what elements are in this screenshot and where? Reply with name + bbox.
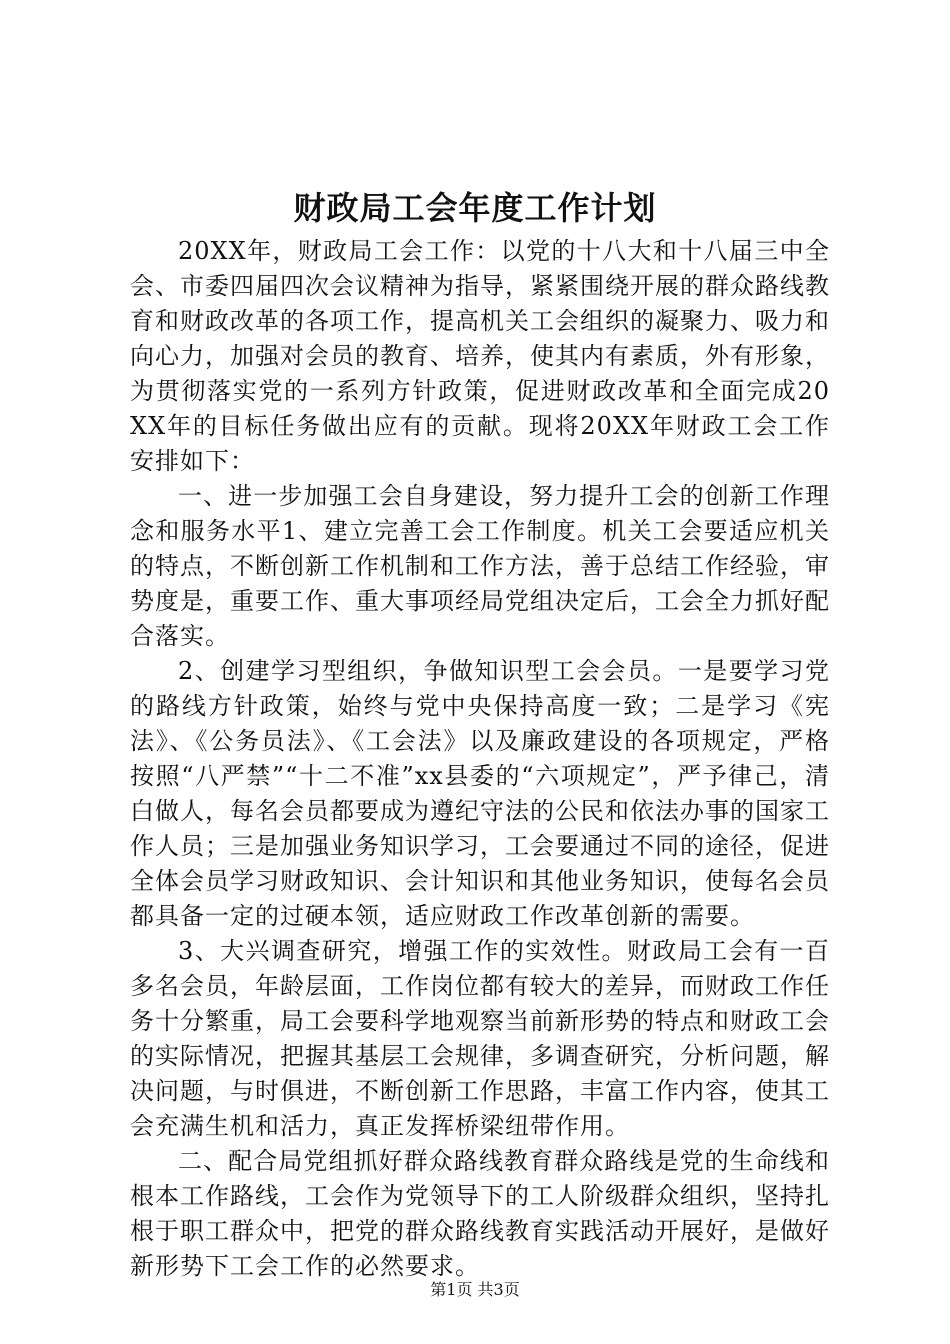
paragraph-section-1: 一、进一步加强工会自身建设，努力提升工会的创新工作理念和服务水平1、建立完善工会工作制度。机关工会要适应机关的特点，不断创新工作机制和工作方法，善于总结工作经验，审势度是，重要工作、重大事项经局党组决定后，工会全力抓好配合落实。	[130, 482, 830, 650]
paragraph-section-2: 二、配合局党组抓好群众路线教育群众路线是党的生命线和根本工作路线，工会作为党领导下的工人阶级群众组织，坚持扎根于职工群众中，把党的群众路线教育实践活动开展好，是做好新形势下工会工作的必然要求。	[130, 1147, 830, 1280]
paragraph-item-2: 2、创建学习型组织，争做知识型工会会员。一是要学习党的路线方针政策，始终与党中央保持高度一致；二是学习《宪法》、《公务员法》、《工会法》以及廉政建设的各项规定，严格按照“八严禁”“十二不准”xx县委的“六项规定”，严予律己，清白做人，每名会员都要成为遵纪守法的公民和依法办事的国家工作人员；三是加强业务知识学习，工会要通过不同的途径，促进全体会员学习财政知识、会计知识和其他业务知识，使每名会员都具备一定的过硬本领，适应财政工作改革创新的需要。	[130, 657, 830, 930]
paragraph-item-3: 3、大兴调查研究，增强工作的实效性。财政局工会有一百多名会员，年龄层面，工作岗位都有较大的差异，而财政工作任务十分繁重，局工会要科学地观察当前新形势的特点和财政工会的实际情况，把握其基层工会规律，多调查研究，分析问题，解决问题，与时俱进，不断创新工作思路，丰富工作内容，使其工会充满生机和活力，真正发挥桥梁纽带作用。	[130, 937, 830, 1140]
paragraph-intro: 20XX年，财政局工会工作：以党的十八大和十八届三中全会、市委四届四次会议精神为指导，紧紧围绕开展的群众路线教育和财政改革的各项工作，提高机关工会组织的凝聚力、吸力和向心力，加强对会员的教育、培养，使其内有素质，外有形象，为贯彻落实党的一系列方针政策，促进财政改革和全面完成20XX年的目标任务做出应有的贡献。现将20XX年财政工会工作安排如下：	[130, 237, 830, 475]
document-title: 财政局工会年度工作计划	[293, 189, 657, 227]
document-body	[130, 234, 830, 1284]
page-footer: 第1页 共3页	[430, 1280, 520, 1299]
